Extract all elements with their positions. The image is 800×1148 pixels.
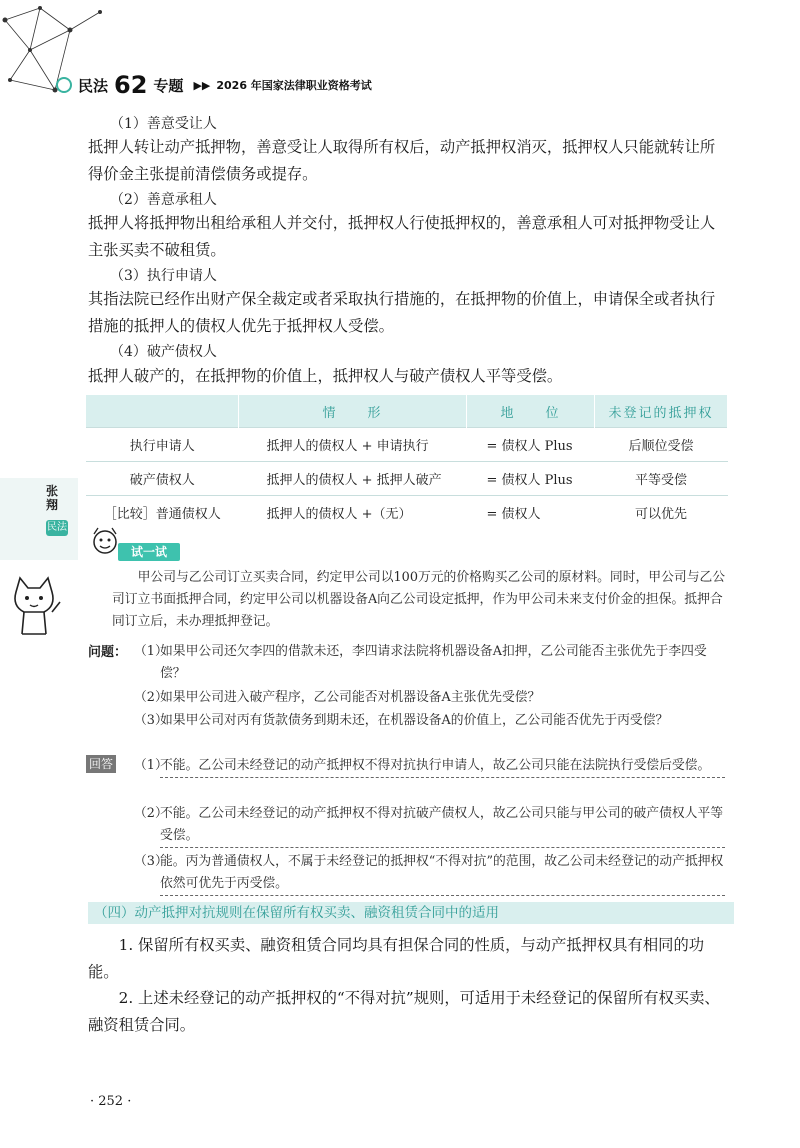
table-cell: ［比较］普通债权人 xyxy=(86,496,239,530)
answer-text: 不能。乙公司未经登记的动产抵押权不得对抗执行申请人，故乙公司只能在法院执行受偿后受偿。 xyxy=(160,758,711,773)
section-paragraph-1: 1. 保留所有权买卖、融资租赁合同均具有担保合同的性质，与动产抵押权具有相同的功能。 xyxy=(88,936,705,981)
section-label-4: （4）破产债权人 xyxy=(110,344,217,360)
section-body-2: 抵押人将抵押物出租给承租人并交付，抵押权人行使抵押权的，善意承租人可对抵押物受让人主张买卖不破租赁。 xyxy=(88,214,716,259)
section-body-1: 抵押人转让动产抵押物，善意受让人取得所有权后，动产抵押权消灭，抵押权人只能就转让所得价金主张提前清偿债务或提存。 xyxy=(88,138,716,183)
table-cell: 抵押人的债权人 + 抵押人破产 xyxy=(239,462,467,496)
answer-number: （1） xyxy=(134,758,168,773)
section-body-4: 抵押人破产的，在抵押物的价值上，抵押权人与破产债权人平等受偿。 xyxy=(88,367,563,385)
answer-number: （2） xyxy=(134,806,168,821)
logo-icon xyxy=(56,77,72,93)
table-cell: 抵押人的债权人 +（无） xyxy=(239,496,467,530)
question-item xyxy=(134,710,725,732)
section-label-3: （3）执行申请人 xyxy=(110,268,217,284)
header-number: 62 xyxy=(114,71,148,99)
table-cell: 可以优先 xyxy=(595,496,728,530)
header-suffix: 专题 xyxy=(153,76,184,95)
answer-item xyxy=(134,755,725,778)
table-cell: 平等受偿 xyxy=(595,462,728,496)
table-header-cell: 情 形 xyxy=(239,395,467,428)
side-badge: 民法 xyxy=(46,520,68,536)
question-text: 如果甲公司对丙有货款债务到期未还，在机器设备A的价值上，乙公司能否优先于丙受偿？ xyxy=(160,713,669,728)
answer-text: 能。丙为普通债权人，不属于未经登记的抵押权“不得对抗”的范围，故乙公司未经登记的动产抵押权依然可优先于丙受偿。 xyxy=(160,854,724,891)
answers-label: 回答 xyxy=(86,755,116,773)
table-header-cell xyxy=(86,395,239,428)
answer-item xyxy=(134,851,725,896)
table-cell: = 债权人 Plus xyxy=(467,462,595,496)
side-author-name: 张翔 xyxy=(46,484,59,512)
section-body-3: 其指法院已经作出财产保全裁定或者采取执行措施的，在抵押物的价值上，申请保全或者执行措施的抵押人的债权人优先于抵押权人受偿。 xyxy=(88,290,716,335)
table-cell: 执行申请人 xyxy=(86,428,239,462)
table-cell: 破产债权人 xyxy=(86,462,239,496)
table-cell: = 债权人 xyxy=(467,496,595,530)
question-text: 如果甲公司进入破产程序，乙公司能否对机器设备A主张优先受偿？ xyxy=(160,690,541,705)
table-row xyxy=(86,462,728,496)
section-paragraph-2: 2. 上述未经登记的动产抵押权的“不得对抗”规则，可适用于未经登记的保留所有权买卖、融资租赁合同。 xyxy=(88,989,720,1034)
table-cell: 后顺位受偿 xyxy=(595,428,728,462)
table-row xyxy=(86,428,728,462)
question-text: 如果甲公司还欠李四的借款未还，李四请求法院将机器设备A扣押，乙公司能否主张优先于李四受偿？ xyxy=(160,644,707,681)
answer-item xyxy=(134,803,725,848)
questions-label: 问题： xyxy=(88,645,128,660)
table-cell: 抵押人的债权人 + 申请执行 xyxy=(239,428,467,462)
question-number: （2） xyxy=(134,690,168,705)
page-number: · 252 · xyxy=(90,1094,132,1109)
try-label: 试一试 xyxy=(118,543,180,561)
question-number: （1） xyxy=(134,644,168,659)
comparison-table xyxy=(86,395,728,529)
side-tab xyxy=(0,478,78,560)
header-subtitle: 2026 年国家法律职业资格考试 xyxy=(216,79,372,92)
question-item xyxy=(134,687,725,709)
running-header xyxy=(56,71,372,99)
table-header-cell: 未登记的抵押权 xyxy=(595,395,728,428)
section-label-1: （1）善意受让人 xyxy=(110,116,217,132)
header-title: 民法 xyxy=(78,76,109,95)
cartoon-cat-icon xyxy=(4,572,64,642)
question-item xyxy=(134,641,725,685)
answer-text: 不能。乙公司未经登记的动产抵押权不得对抗破产债权人，故乙公司只能与甲公司的破产债权人平等受偿。 xyxy=(160,806,724,843)
table-header-cell: 地 位 xyxy=(467,395,595,428)
table-cell: = 债权人 Plus xyxy=(467,428,595,462)
cartoon-mascot-icon xyxy=(88,526,122,562)
section-heading: （四）动产抵押对抗规则在保留所有权买卖、融资租赁合同中的适用 xyxy=(88,902,734,924)
question-number: （3） xyxy=(134,713,168,728)
answer-number: （3） xyxy=(134,854,168,869)
table-header-row xyxy=(86,395,728,428)
header-arrow: ▶▶ xyxy=(193,78,211,92)
section-label-2: （2）善意承租人 xyxy=(110,192,217,208)
case-text: 甲公司与乙公司订立买卖合同，约定甲公司以100万元的价格购买乙公司的原材料。同时，甲公司与乙公司订立书面抵押合同，约定甲公司以机器设备A向乙公司设定抵押，作为甲公司未来支付价金的担保。抵押合同订立后，未办理抵押登记。 xyxy=(112,570,726,629)
table-row xyxy=(86,496,728,530)
